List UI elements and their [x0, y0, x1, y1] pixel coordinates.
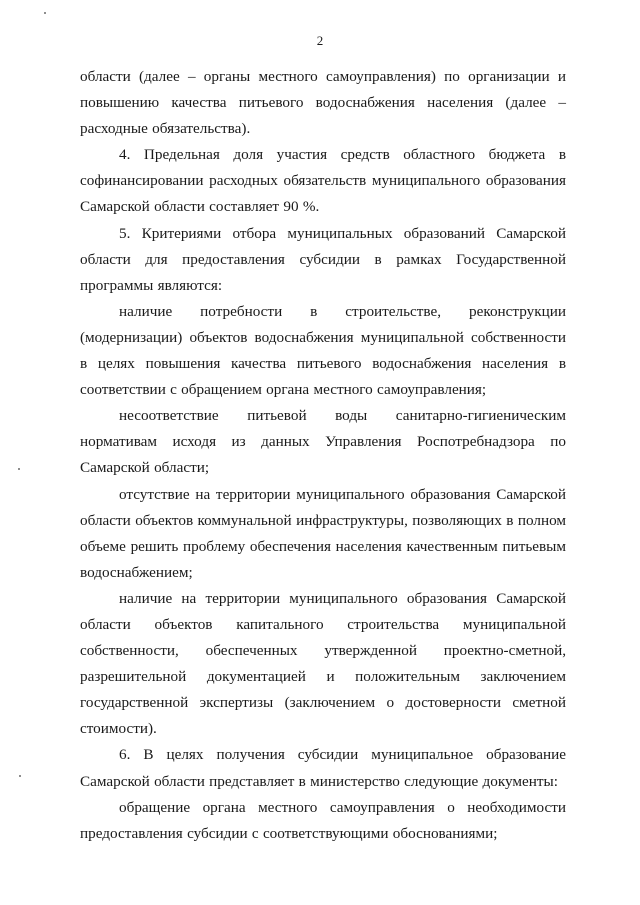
criterion-approved-documentation: наличие на территории муниципального образования Самарской области объектов капитального строительства муниципальной собственности, обеспеченных утвержденной проектно-сметной, разрешительной документацией и положительным заключением государственной экспертизы (заключением о достоверности сметной стоимости).: [80, 589, 566, 738]
document-municipal-request: обращение органа местного самоуправления о необходимости предоставления субсидии с соответствующими обоснованиями;: [80, 798, 566, 842]
paragraph-item-6-required-documents: 6. В целях получения субсидии муниципальное образование Самарской области представляет в министерство следующие документы:: [80, 746, 566, 790]
scan-speck: [18, 468, 20, 470]
criterion-construction-need: наличие потребности в строительстве, реконструкции (модернизации) объектов водоснабжения муниципальной собственности в целях повышения качества питьевого водоснабжения населения в соответствии с обращением органа местного самоуправления;: [80, 302, 566, 399]
paragraph-item-5-selection-criteria: 5. Критериями отбора муниципальных образований Самарской области для предоставления субсидии в рамках Государственной программы являются:: [80, 224, 566, 294]
criterion-infrastructure-absence: отсутствие на территории муниципального образования Самарской области объектов коммунальной инфраструктуры, позволяющих в полном объеме решить проблему обеспечения населения качественным питьевым водоснабжением;: [80, 485, 566, 581]
scan-speck: [44, 12, 46, 14]
paragraph-item-4-cofinancing-share: 4. Предельная доля участия средств областного бюджета в софинансировании расходных обязательств муниципального образования Самарской области составляет 90 %.: [80, 146, 566, 216]
criterion-water-noncompliance: несоответствие питьевой воды санитарно-гигиеническим нормативам исходя из данных Управления Роспотребнадзора по Самарской области;: [80, 407, 566, 477]
paragraph-expenditure-obligations: области (далее – органы местного самоуправления) по организации и повышению качества питьевого водоснабжения населения (далее – расходные обязательства).: [80, 68, 566, 138]
page-number: 2: [316, 33, 324, 48]
document-body: [80, 64, 566, 847]
scan-speck: [19, 775, 21, 777]
